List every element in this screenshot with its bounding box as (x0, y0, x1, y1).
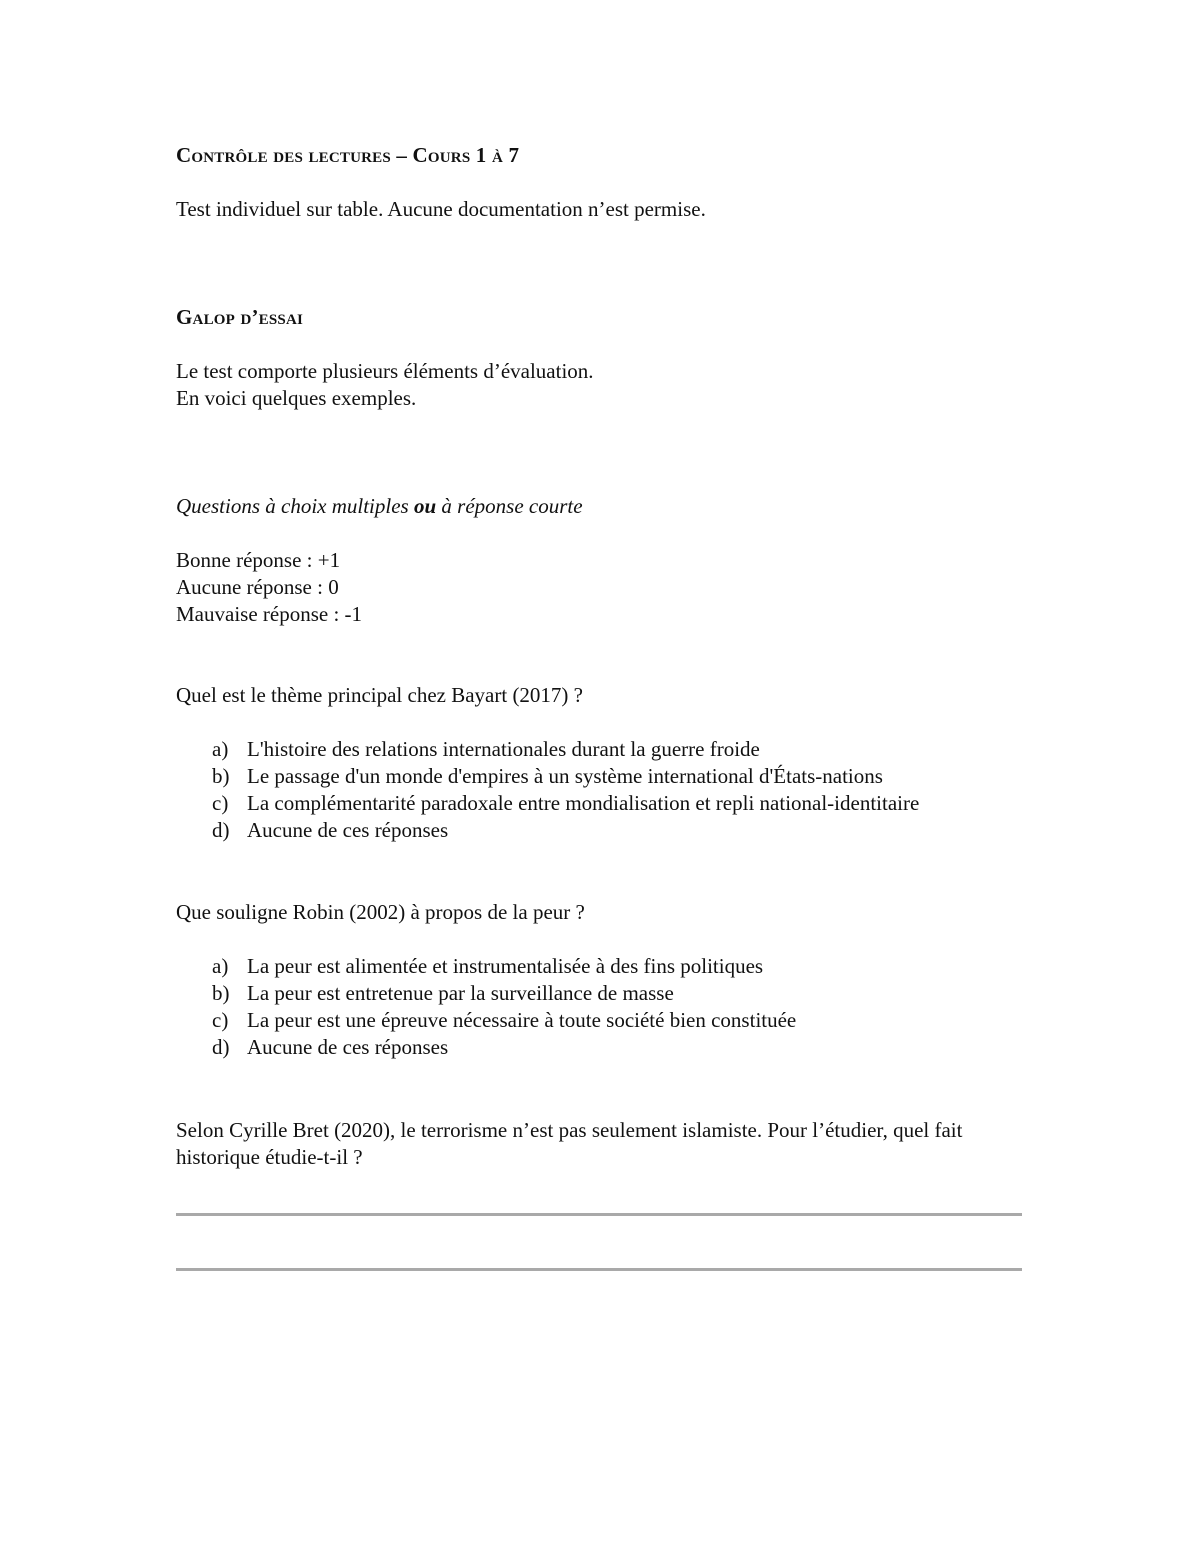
option-item (212, 790, 1032, 817)
option-text: L'histoire des relations internationales durant la guerre froide (247, 737, 760, 761)
question-2-options (212, 953, 1032, 1061)
option-item (212, 980, 1032, 1007)
option-text: Le passage d'un monde d'empires à un système international d'États-nations (247, 764, 883, 788)
qcm-header-part-3: à réponse courte (436, 494, 583, 518)
option-letter: b) (212, 981, 230, 1005)
document-title: Contrôle des lectures – Cours 1 à 7 (176, 143, 520, 167)
option-item (212, 1007, 1032, 1034)
qcm-header-part-1: Questions à choix multiples (176, 494, 414, 518)
option-letter: d) (212, 818, 230, 842)
question-1: Quel est le thème principal chez Bayart (2017) ? (176, 683, 583, 707)
scoring-none: Aucune réponse : 0 (176, 575, 339, 599)
option-letter: d) (212, 1035, 230, 1059)
option-text: La peur est alimentée et instrumentalisée à des fins politiques (247, 954, 764, 978)
option-item (212, 736, 1032, 763)
answer-line-1[interactable] (176, 1213, 1022, 1216)
option-letter: b) (212, 764, 230, 788)
option-text: La complémentarité paradoxale entre mondialisation et repli national-identitaire (247, 791, 920, 815)
qcm-header-part-2: ou (413, 494, 437, 518)
question-3: Selon Cyrille Bret (2020), le terrorisme n’est pas seulement islamiste. Pour l’étudier, quel fait historique étudie-t-il ? (176, 1118, 963, 1169)
option-letter: c) (212, 1008, 229, 1032)
option-text: La peur est entretenue par la surveillance de masse (247, 981, 674, 1005)
section-intro-line-1: Le test comporte plusieurs éléments d’évaluation. (176, 359, 594, 383)
question-2: Que souligne Robin (2002) à propos de la peur ? (176, 900, 585, 924)
option-item (212, 817, 1032, 844)
option-letter: c) (212, 791, 229, 815)
scoring-good: Bonne réponse : +1 (176, 548, 341, 572)
qcm-header (176, 493, 1036, 520)
section-intro-line-2: En voici quelques exemples. (176, 386, 417, 410)
section-title: Galop d’essai (176, 305, 304, 329)
option-text: Aucune de ces réponses (247, 818, 449, 842)
document-subtitle: Test individuel sur table. Aucune documentation n’est permise. (176, 197, 706, 221)
option-item (212, 763, 1032, 790)
option-text: Aucune de ces réponses (247, 1035, 449, 1059)
option-letter: a) (212, 737, 229, 761)
option-text: La peur est une épreuve nécessaire à toute société bien constituée (247, 1008, 797, 1032)
option-item (212, 1034, 1032, 1061)
answer-line-2[interactable] (176, 1268, 1022, 1271)
question-1-options (212, 736, 1032, 844)
option-item (212, 953, 1032, 980)
option-letter: a) (212, 954, 229, 978)
scoring-bad: Mauvaise réponse : -1 (176, 602, 363, 626)
